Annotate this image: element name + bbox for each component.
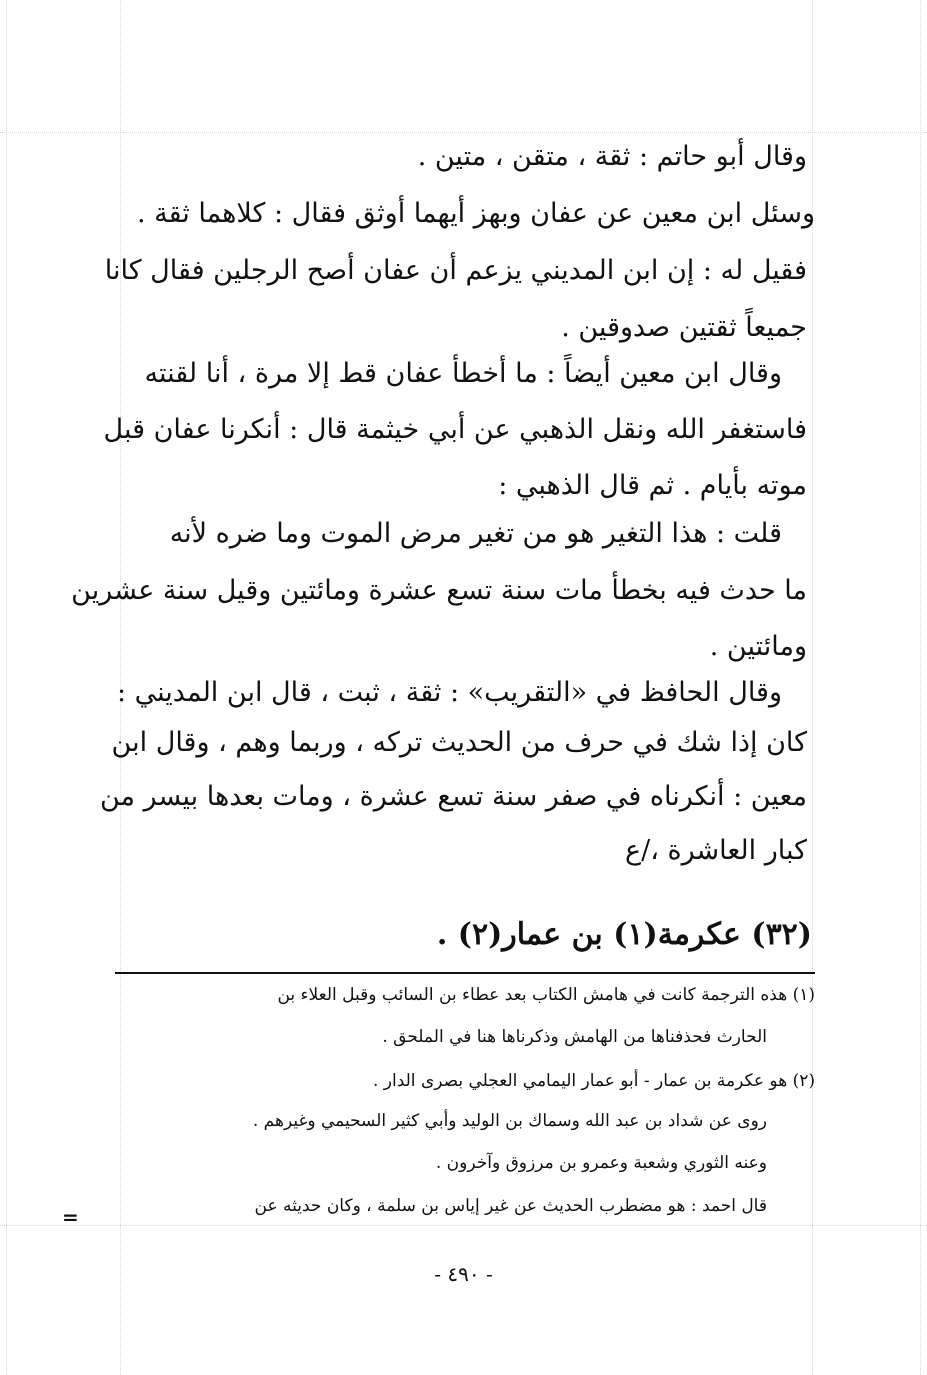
body-line: وسئل ابن معين عن عفان وبهز أيهما أوثق فقال : كلاهما ثقة . [136, 198, 815, 229]
body-line: موته بأيام . ثم قال الذهبي : [498, 470, 807, 501]
body-line: وقال الحافظ في «التقريب» : ثقة ، ثبت ، قال ابن المديني : [116, 677, 782, 708]
footnote-line: روى عن شداد بن عبد الله وسماك بن الوليد وأبي كثير السحيمي وغيرهم . [252, 1111, 767, 1131]
body-line: قلت : هذا التغير هو من تغير مرض الموت وما ضره لأنه [169, 518, 782, 549]
footnote-line: (١) هذه الترجمة كانت في هامش الكتاب بعد عطاء بن السائب وقبل العلاء بن [277, 985, 815, 1005]
entry-heading: (٣٢) عكرمة(١) بن عمار(٢) . [436, 917, 812, 952]
footnote-line: قال احمد : هو مضطرب الحديث عن غير إياس بن سلمة ، وكان حديثه عن [254, 1196, 767, 1216]
body-line: فقيل له : إن ابن المديني يزعم أن عفان أصح الرجلين فقال كانا [104, 255, 807, 286]
footnote-line: وعنه الثوري وشعبة وعمرو بن مرزوق وآخرون . [435, 1153, 767, 1173]
body-line: كبار العاشرة ،/ع [625, 835, 807, 866]
footnote-line: الحارث فحذفناها من الهامش وذكرناها هنا في الملحق . [382, 1027, 767, 1047]
footnote-separator [115, 972, 815, 974]
body-line: فاستغفر الله ونقل الذهبي عن أبي خيثمة قال : أنكرنا عفان قبل [103, 414, 807, 445]
body-line: معين : أنكرناه في صفر سنة تسع عشرة ، ومات بعدها بيسر من [99, 781, 807, 812]
continuation-mark: = [62, 1205, 79, 1229]
body-line: ما حدث فيه بخطأ مات سنة تسع عشرة ومائتين وقيل سنة عشرين [71, 575, 807, 606]
page-number: - ٤٩٠ - [434, 1262, 493, 1286]
body-line: كان إذا شك في حرف من الحديث تركه ، وربما وهم ، وقال ابن [111, 727, 807, 758]
body-line: وقال ابن معين أيضاً : ما أخطأ عفان قط إلا مرة ، أنا لقنته [144, 358, 782, 389]
body-line: وقال أبو حاتم : ثقة ، متقن ، متين . [417, 141, 807, 172]
footnote-line: (٢) هو عكرمة بن عمار - أبو عمار اليمامي العجلي بصرى الدار . [372, 1071, 815, 1091]
body-line: جميعاً ثقتين صدوقين . [561, 312, 807, 343]
body-line: ومائتين . [709, 631, 807, 662]
